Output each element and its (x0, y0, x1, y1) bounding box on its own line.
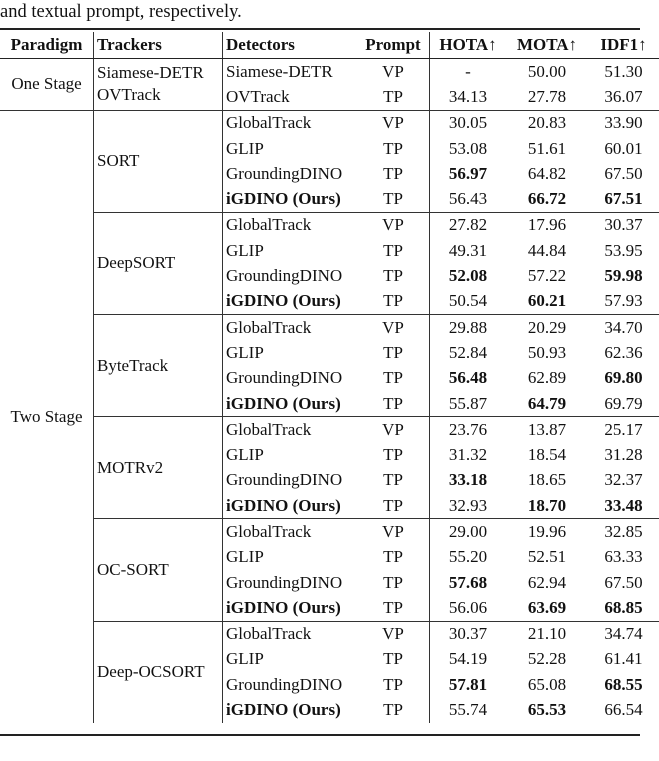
hota-cell: 57.68 (430, 570, 507, 595)
hota-cell: 27.82 (430, 212, 507, 238)
idf1-cell: 32.37 (604, 470, 643, 490)
mota-cell: 66.72 (527, 189, 567, 209)
idf1-cell: 30.37 (588, 212, 659, 238)
header-mota: MOTA↑ (506, 32, 588, 59)
detector-cell: GroundingDINO (223, 570, 358, 595)
bottom-rule (0, 734, 640, 736)
table-caption: and textual prompt, respectively. (0, 2, 242, 22)
prompt-cell: TP (383, 86, 403, 106)
prompt-cell: TP (383, 597, 403, 617)
prompt-cell: VP (357, 519, 430, 545)
idf1-cell: 63.33 (604, 547, 643, 567)
paradigm-cell: One Stage (11, 74, 82, 94)
idf1-cell: 31.28 (604, 445, 643, 465)
mota-cell: 13.87 (506, 417, 588, 443)
hota-cell: 49.31 (430, 238, 507, 263)
header-detectors: Detectors (223, 32, 358, 59)
tracker-cell (94, 621, 223, 723)
detector-cell: GlobalTrack (223, 417, 358, 443)
hota-cell: 52.84 (430, 340, 507, 365)
idf1-cell: 57.93 (604, 291, 643, 311)
prompt-cell: VP (357, 110, 430, 136)
table-row (0, 314, 659, 340)
prompt-cell: TP (383, 393, 403, 413)
tracker-cell (94, 417, 223, 519)
mota-cell: 27.78 (527, 86, 567, 106)
hota-cell: 33.18 (430, 468, 507, 493)
header-row (0, 32, 659, 59)
detector-cell: iGDINO (Ours) (223, 186, 358, 212)
idf1-cell: 34.70 (588, 314, 659, 340)
detector-cell: Siamese-DETR (223, 59, 358, 85)
prompt-cell: TP (383, 572, 403, 592)
hota-cell: 55.74 (430, 697, 507, 722)
prompt-cell: VP (357, 314, 430, 340)
idf1-cell: 33.48 (604, 495, 643, 515)
detector-cell: GlobalTrack (223, 314, 358, 340)
detector-cell: GLIP (223, 545, 358, 570)
detector-cell: GLIP (223, 340, 358, 365)
mota-cell: 60.21 (527, 291, 567, 311)
paradigm-cell: Two Stage (0, 110, 94, 723)
mota-cell: 50.00 (506, 59, 588, 85)
detector-cell: GlobalTrack (223, 212, 358, 238)
tracker-cell (94, 314, 223, 416)
mota-cell: 18.54 (527, 445, 567, 465)
detector-cell: GLIP (223, 136, 358, 161)
table-row (0, 621, 659, 647)
prompt-cell: VP (357, 417, 430, 443)
mota-cell: 62.94 (527, 572, 567, 592)
results-table (0, 32, 659, 723)
mota-cell: 64.79 (527, 393, 567, 413)
mota-cell: 63.69 (527, 597, 567, 617)
prompt-cell: TP (383, 240, 403, 260)
tracker-name: MOTRv2 (97, 457, 164, 477)
prompt-cell: TP (383, 495, 403, 515)
idf1-cell: 32.85 (588, 519, 659, 545)
mota-cell: 62.89 (527, 368, 567, 388)
detector-cell: GLIP (223, 442, 358, 467)
idf1-cell: 67.50 (604, 572, 643, 592)
hota-cell: 53.08 (430, 136, 507, 161)
prompt-cell: TP (383, 700, 403, 720)
table-row (0, 519, 659, 545)
idf1-cell: 62.36 (604, 342, 643, 362)
idf1-cell: 51.30 (588, 59, 659, 85)
mota-cell: 51.61 (527, 138, 567, 158)
prompt-cell: TP (383, 163, 403, 183)
detector-cell: GLIP (223, 647, 358, 672)
hota-cell: 57.81 (430, 672, 507, 697)
prompt-cell: TP (383, 189, 403, 209)
tracker-name: SORT (97, 151, 140, 171)
idf1-cell: 36.07 (604, 86, 643, 106)
prompt-cell: TP (383, 470, 403, 490)
idf1-cell: 66.54 (604, 700, 643, 720)
mota-cell: 18.70 (527, 495, 567, 515)
idf1-cell: 68.85 (604, 597, 643, 617)
prompt-cell: TP (383, 649, 403, 669)
tracker-name: Siamese-DETR (97, 63, 204, 83)
header-idf1: IDF1↑ (588, 32, 659, 59)
prompt-cell: TP (383, 547, 403, 567)
mota-cell: 52.28 (527, 649, 567, 669)
table-row (0, 212, 659, 238)
idf1-cell: 25.17 (588, 417, 659, 443)
top-rule (0, 28, 640, 30)
table-body (0, 59, 659, 723)
prompt-cell: TP (383, 291, 403, 311)
detector-cell: OVTrack (223, 84, 358, 110)
prompt-cell: VP (357, 59, 430, 85)
hota-cell: 50.54 (430, 289, 507, 315)
idf1-cell: 53.95 (604, 240, 643, 260)
header-trackers: Trackers (94, 32, 223, 59)
hota-cell: 34.13 (430, 84, 507, 110)
idf1-cell: 68.55 (604, 674, 643, 694)
mota-cell: 20.83 (506, 110, 588, 136)
idf1-cell: 67.51 (604, 189, 643, 209)
prompt-cell: TP (383, 445, 403, 465)
tracker-name: DeepSORT (97, 253, 176, 273)
hota-cell: 29.88 (430, 314, 507, 340)
mota-cell: 21.10 (506, 621, 588, 647)
prompt-cell: TP (383, 342, 403, 362)
idf1-cell: 69.79 (604, 393, 643, 413)
mota-cell: 52.51 (527, 547, 567, 567)
tracker-name: OC-SORT (97, 559, 169, 579)
mota-cell: 17.96 (506, 212, 588, 238)
hota-cell: 54.19 (430, 647, 507, 672)
detector-cell: GLIP (223, 238, 358, 263)
detector-cell: GlobalTrack (223, 519, 358, 545)
table-row (0, 59, 659, 85)
mota-cell: 50.93 (527, 342, 567, 362)
hota-cell: 55.20 (430, 545, 507, 570)
detector-cell: GroundingDINO (223, 263, 358, 288)
tracker-cell (94, 212, 223, 314)
header-prompt: Prompt (357, 32, 430, 59)
tracker-cell (94, 59, 223, 111)
detector-cell: GroundingDINO (223, 468, 358, 493)
hota-cell: 32.93 (430, 493, 507, 519)
mota-cell: 19.96 (506, 519, 588, 545)
idf1-cell: 33.90 (588, 110, 659, 136)
prompt-cell: VP (357, 621, 430, 647)
hota-cell: 56.97 (430, 161, 507, 186)
hota-cell: 56.48 (430, 366, 507, 391)
mota-cell: 64.82 (527, 163, 567, 183)
detector-cell: iGDINO (Ours) (223, 595, 358, 621)
prompt-cell: TP (383, 368, 403, 388)
idf1-cell: 60.01 (604, 138, 643, 158)
hota-cell: 30.05 (430, 110, 507, 136)
detector-cell: GroundingDINO (223, 161, 358, 186)
prompt-cell: TP (383, 138, 403, 158)
hota-cell: 30.37 (430, 621, 507, 647)
tracker-name: ByteTrack (97, 355, 169, 375)
detector-cell: iGDINO (Ours) (223, 289, 358, 315)
idf1-cell: 67.50 (604, 163, 643, 183)
mota-cell: 20.29 (506, 314, 588, 340)
hota-cell: 56.06 (430, 595, 507, 621)
header-paradigm: Paradigm (0, 32, 94, 59)
hota-cell: 31.32 (430, 442, 507, 467)
detector-cell: iGDINO (Ours) (223, 493, 358, 519)
idf1-cell: 69.80 (604, 368, 643, 388)
idf1-cell: 61.41 (604, 649, 643, 669)
hota-cell: - (430, 59, 507, 85)
mota-cell: 65.53 (527, 700, 567, 720)
prompt-cell: TP (383, 674, 403, 694)
detector-cell: GroundingDINO (223, 672, 358, 697)
prompt-cell: TP (383, 266, 403, 286)
mota-cell: 65.08 (527, 674, 567, 694)
hota-cell: 56.43 (430, 186, 507, 212)
hota-cell: 29.00 (430, 519, 507, 545)
tracker-name: OVTrack (97, 85, 161, 105)
prompt-cell: VP (357, 212, 430, 238)
detector-cell: GlobalTrack (223, 621, 358, 647)
mota-cell: 18.65 (527, 470, 567, 490)
idf1-cell: 34.74 (588, 621, 659, 647)
tracker-cell (94, 110, 223, 212)
table-row (0, 417, 659, 443)
hota-cell: 55.87 (430, 391, 507, 417)
idf1-cell: 59.98 (604, 266, 643, 286)
tracker-cell (94, 519, 223, 621)
mota-cell: 57.22 (527, 266, 567, 286)
tracker-name: Deep-OCSORT (97, 662, 205, 682)
header-hota: HOTA↑ (430, 32, 507, 59)
detector-cell: iGDINO (Ours) (223, 697, 358, 722)
table-row (0, 110, 659, 136)
mota-cell: 44.84 (527, 240, 567, 260)
hota-cell: 23.76 (430, 417, 507, 443)
detector-cell: iGDINO (Ours) (223, 391, 358, 417)
detector-cell: GlobalTrack (223, 110, 358, 136)
detector-cell: GroundingDINO (223, 366, 358, 391)
hota-cell: 52.08 (430, 263, 507, 288)
